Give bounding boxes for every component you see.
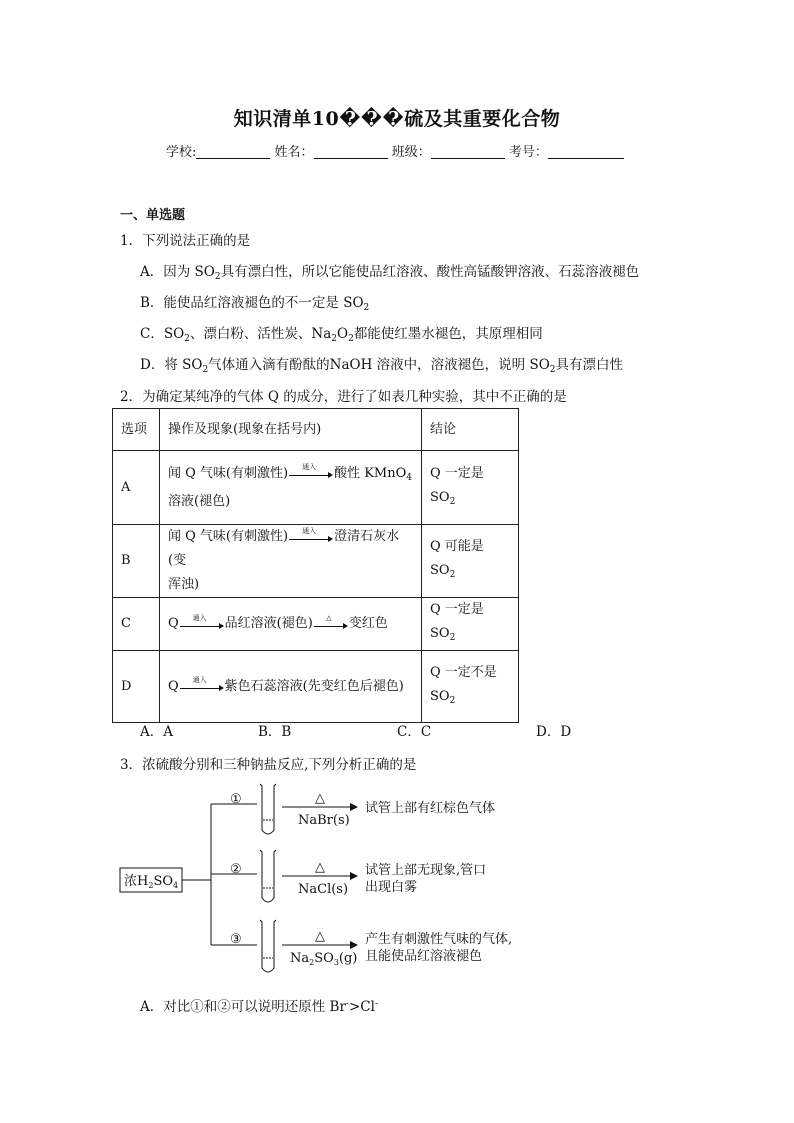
exam-no-blank[interactable] [548,144,624,159]
section-title: 一、单选题 [120,208,186,223]
text: 具有漂白性，所以它能使品红溶液、酸性高锰酸钾溶液、石蕊溶液褪色 [220,264,640,280]
operation-cell [160,651,422,723]
test-tube-1-icon [260,784,276,834]
reagent-label: NaBr(s) [298,813,350,828]
question-1-option-b[interactable] [140,291,369,313]
text: A．因为 SO [140,264,215,280]
school-label: 学校: [166,145,197,160]
option-cell: D [113,651,160,723]
test-tube-2-icon [260,850,276,902]
text: >Cl [348,999,375,1015]
result-text: 试管上部有红棕色气体 [365,801,496,816]
question-3-stem: 3．浓硫酸分别和三种钠盐反应,下列分析正确的是 [120,757,417,773]
question-3-option-a[interactable] [140,995,378,1015]
subscript: 2 [549,365,556,375]
subscript: 2 [449,570,456,580]
text: 气体通入滴有酚酞的NaOH 溶液中，溶液褪色，说明 SO [208,357,550,373]
text: 溶液(褪色) [168,493,231,509]
arrow-label: △ [326,613,332,622]
page-title: 知识清单10���硫及其重要化合物 [233,108,561,130]
conclusion-cell [422,598,519,651]
superscript: - [345,999,349,1009]
operation-cell [160,525,422,598]
reagent-label: $Na_2SO_3(g)$ [290,951,358,967]
option-cell: B [113,525,160,598]
subscript: 2 [449,633,456,643]
conclusion-cell [422,525,519,598]
option-cell: C [113,598,160,651]
reaction-arrow-icon [289,526,333,543]
text: Q 一定是 SO [430,602,484,641]
reaction-arrow-icon [180,676,224,692]
text: SO [430,688,450,704]
class-blank[interactable] [431,144,505,159]
text: 澄清石灰水(变 [168,529,400,568]
experiment-table [112,408,519,723]
subscript: 2 [184,334,190,344]
text: C．SO [140,326,185,342]
text: Q 一定是 SO [430,465,484,505]
text: 酸性 KMnO [334,465,407,481]
text: O [337,326,349,342]
reaction-arrow-icon [180,613,224,630]
superscript: - [374,999,378,1009]
subscript: 2 [331,334,337,344]
exam-no-label: 考号： [508,145,548,160]
student-info-line [166,141,624,160]
text: Q 可能是 SO [430,539,484,578]
school-blank[interactable] [196,144,270,159]
text: D．将 SO [140,357,203,373]
operation-cell [160,451,422,525]
arrow-label: 通入 [192,676,207,684]
subscript: 2 [363,303,370,313]
reagent-label: NaCl(s) [298,882,349,897]
text: 闻 Q 气味(有刺激性) [168,465,289,481]
text: Q [168,616,179,631]
text: 和 [203,999,218,1015]
question-1-stem: 1．下列说法正确的是 [120,233,251,249]
text: 闻 Q 气味(有刺激性) [168,529,289,544]
text: A．对比 [140,999,191,1015]
text: 品红溶液(褪色) [224,616,313,631]
table-row [113,651,519,723]
text: 、漂白粉、活性炭、Na [189,326,332,342]
arrowhead [350,941,358,949]
text: 浑浊) [168,577,200,592]
subscript: 2 [348,334,354,344]
text: 具有漂白性 [555,357,624,373]
text: 都能使红墨水褪色，其原理相同 [353,326,543,342]
table-row [113,451,519,525]
question-1-option-d[interactable] [140,353,623,375]
tube-2-number: ② [230,862,242,877]
text: 可以说明还原性 Br [230,999,346,1015]
subscript: 2 [214,272,221,282]
result-text: 试管上部无现象,管口 [365,863,487,878]
result-text: 出现白雾 [365,880,418,895]
subscript: 2 [202,365,209,375]
arrowhead [350,872,358,880]
conclusion-cell [422,651,519,723]
header-cell: 操作及现象(现象在括号内) [160,409,422,451]
table-row [113,598,519,651]
question-2-answer-d[interactable]: D．D [536,724,572,740]
heat-arrow-icon [314,613,348,630]
table-header-row [113,409,519,451]
text: 变红色 [348,616,388,631]
circled-number: ① [190,999,204,1015]
subscript: 2 [449,496,456,507]
option-cell: A [113,451,160,525]
operation-cell [160,598,422,651]
result-text: 产生有刺激性气味的气体, [365,932,513,947]
reaction-arrow-icon [289,463,333,479]
question-2-stem: 2．为确定某纯净的气体 Q 的成分，进行了如表几种实验，其中不正确的是 [120,389,567,405]
text: Q 一定不是 [430,664,497,680]
header-cell: 选项 [113,409,160,451]
question-2-answer-b[interactable]: B．B [258,724,292,740]
reaction-diagram [112,782,532,982]
text: B．能使品红溶液褪色的不一定是 SO [140,295,364,311]
question-1-option-c[interactable] [140,322,543,344]
heat-symbol: △ [315,791,325,806]
arrowhead [350,803,358,811]
heat-symbol: △ [315,929,325,944]
question-2-answer-c[interactable]: C．C [397,724,432,740]
subscript: 4 [406,472,412,483]
class-label: 班级： [391,145,431,160]
name-blank[interactable] [314,144,388,159]
text: 紫色石蕊溶液(先变红色后褪色) [224,678,404,694]
acid-label: 浓$H_2SO_4$ [124,874,179,890]
arrow-label: 通入 [302,463,317,471]
test-tube-3-icon [260,920,276,972]
question-2-answer-a[interactable]: A．A [140,724,173,740]
circled-number: ② [217,999,231,1015]
tube-1-number: ① [230,792,242,807]
table-row [113,525,519,598]
name-label: 姓名： [274,145,314,160]
heat-symbol: △ [315,860,325,875]
conclusion-cell [422,451,519,525]
result-text: 且能使品红溶液褪色 [365,949,483,964]
text: Q [168,678,179,694]
arrow-label: 通入 [302,526,317,535]
question-1-option-a[interactable] [140,260,639,282]
header-cell: 结论 [422,409,519,451]
subscript: 2 [449,695,456,706]
tube-3-number: ③ [230,932,242,947]
arrow-label: 通入 [192,613,207,622]
